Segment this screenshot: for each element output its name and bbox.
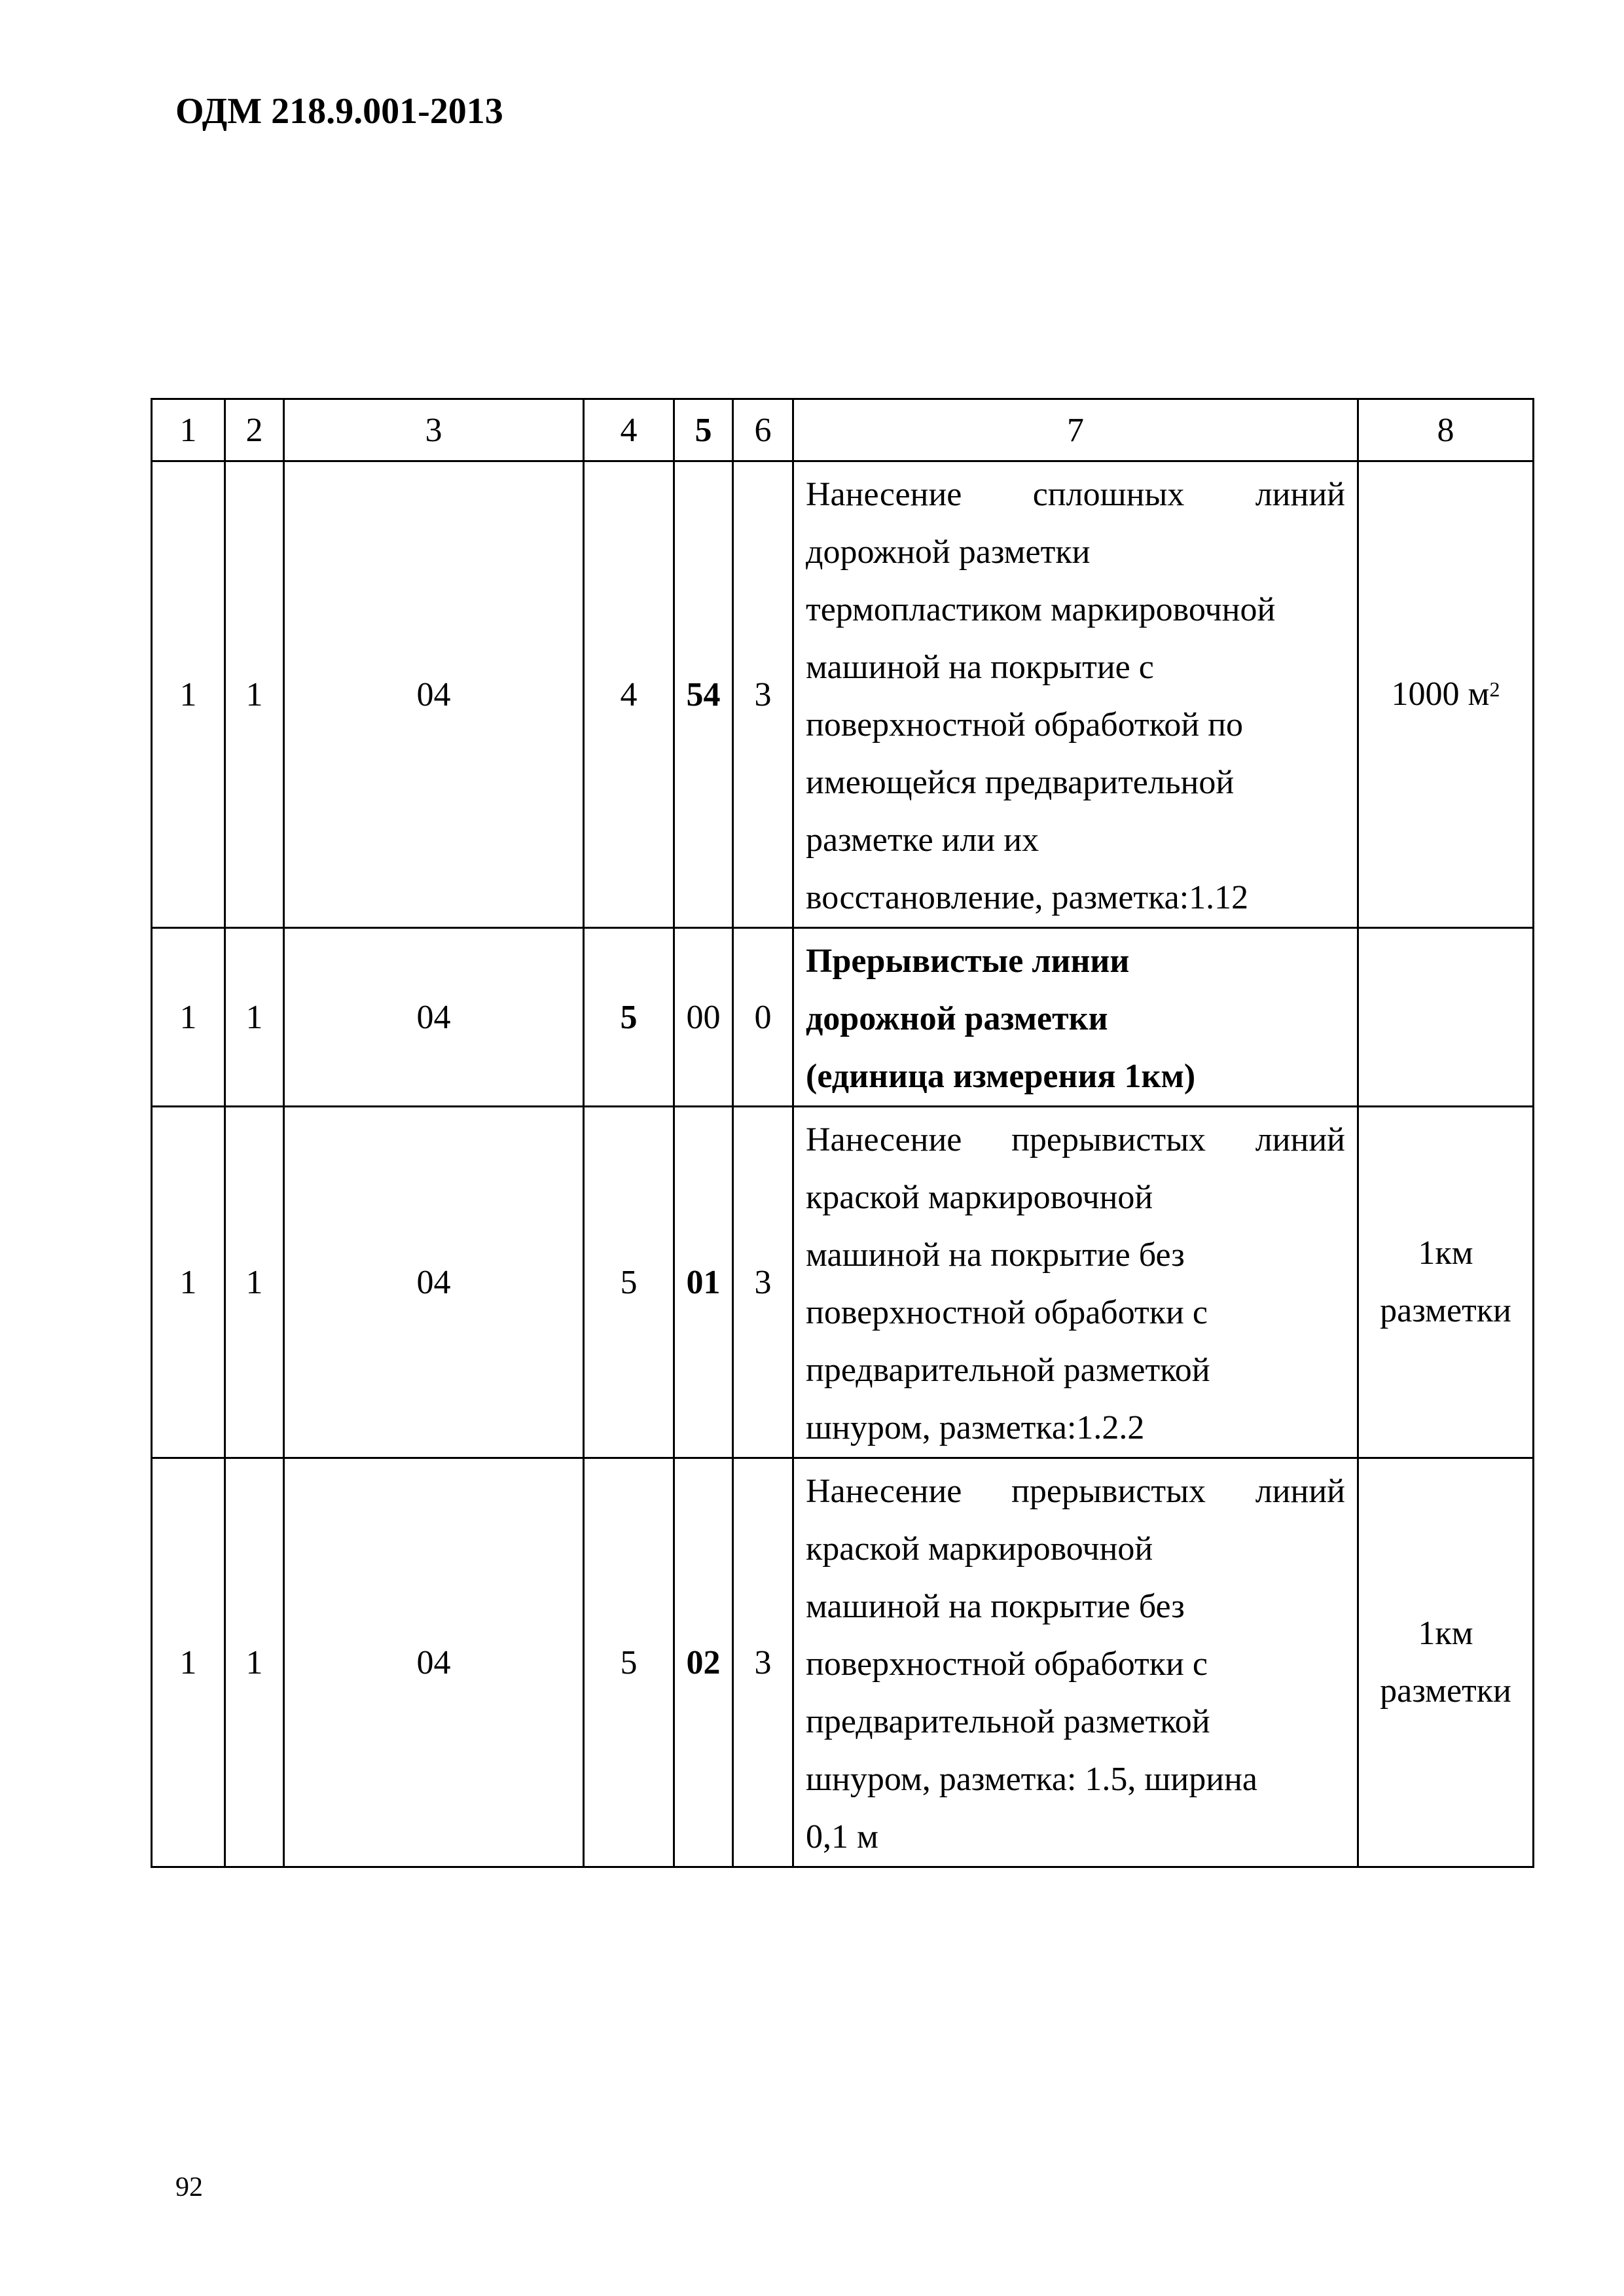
description-line: машиной на покрытие с: [806, 649, 1154, 686]
description-line: имеющейся предварительной: [806, 764, 1235, 801]
description-line: восстановление, разметка:1.12: [806, 879, 1249, 916]
description-line: шнуром, разметка:1.2.2: [806, 1409, 1145, 1446]
cell-c6: 0: [733, 928, 793, 1107]
cell-c4: 4: [584, 461, 674, 928]
cell-c3: 04: [284, 928, 584, 1107]
description-line: разметке или их: [806, 821, 1039, 859]
cell-c3: 04: [284, 1107, 584, 1458]
description-line: термопластиком маркировочной: [806, 591, 1276, 628]
table-row: [152, 928, 1534, 1107]
cell-description: [793, 928, 1358, 1107]
cell-c4: 5: [584, 928, 674, 1107]
column-header: 4: [584, 399, 674, 461]
description-line: (единица измерения 1км): [806, 1058, 1196, 1095]
cell-c6: 3: [733, 1107, 793, 1458]
description-line: машиной на покрытие без: [806, 1588, 1185, 1625]
description-line: Нанесение прерывистых линий: [806, 1121, 1345, 1158]
cell-unit: [1358, 461, 1534, 928]
cell-c1: 1: [152, 1107, 225, 1458]
cell-c2: 1: [225, 461, 284, 928]
cell-c6: 3: [733, 461, 793, 928]
cell-c1: 1: [152, 928, 225, 1107]
cell-c4: 5: [584, 1458, 674, 1867]
cell-description: [793, 461, 1358, 928]
column-header: 2: [225, 399, 284, 461]
unit-line: разметки: [1380, 1672, 1511, 1710]
cell-c2: 1: [225, 1107, 284, 1458]
unit-line: 1км: [1418, 1234, 1473, 1272]
cell-c2: 1: [225, 1458, 284, 1867]
cell-c4: 5: [584, 1107, 674, 1458]
cell-unit: [1358, 1107, 1534, 1458]
description-line: шнуром, разметка: 1.5, ширина: [806, 1761, 1257, 1798]
unit-line: 1км: [1418, 1615, 1473, 1652]
description-line: поверхностной обработкой по: [806, 706, 1244, 744]
description-line: краской маркировочной: [806, 1530, 1153, 1568]
column-header: 5: [674, 399, 733, 461]
page-number: 92: [175, 2172, 203, 2202]
column-header: 8: [1358, 399, 1534, 461]
cell-c5: 02: [674, 1458, 733, 1867]
cell-description: [793, 1107, 1358, 1458]
unit-superscript: 2: [1489, 677, 1500, 701]
description-line: предварительной разметкой: [806, 1703, 1210, 1740]
description-line: Нанесение прерывистых линий: [806, 1473, 1345, 1510]
cell-c3: 04: [284, 1458, 584, 1867]
column-header: 6: [733, 399, 793, 461]
document-code: ОДМ 218.9.001-2013: [175, 91, 503, 132]
table-header-row: [152, 399, 1534, 461]
description-line: 0,1 м: [806, 1818, 878, 1856]
cell-c6: 3: [733, 1458, 793, 1867]
description-line: поверхностной обработки с: [806, 1294, 1208, 1331]
description-line: машиной на покрытие без: [806, 1236, 1185, 1274]
cell-c1: 1: [152, 461, 225, 928]
description-line: дорожной разметки: [806, 1000, 1108, 1037]
cell-c5: 54: [674, 461, 733, 928]
cell-description: [793, 1458, 1358, 1867]
cell-c1: 1: [152, 1458, 225, 1867]
description-line: Прерывистые линии: [806, 942, 1130, 980]
unit-value: 1000 м: [1391, 675, 1490, 713]
cell-unit: [1358, 928, 1534, 1107]
cell-unit: [1358, 1458, 1534, 1867]
table-row: [152, 461, 1534, 928]
cell-c3: 04: [284, 461, 584, 928]
description-line: краской маркировочной: [806, 1179, 1153, 1216]
cell-c5: 00: [674, 928, 733, 1107]
description-line: поверхностной обработки с: [806, 1645, 1208, 1683]
cell-c5: 01: [674, 1107, 733, 1458]
column-header: 1: [152, 399, 225, 461]
column-header: 3: [284, 399, 584, 461]
codes-table: [151, 398, 1534, 1868]
description-line: Нанесение сплошных линий: [806, 476, 1345, 513]
table-row: [152, 1107, 1534, 1458]
column-header: 7: [793, 399, 1358, 461]
description-line: дорожной разметки: [806, 533, 1091, 571]
unit-line: разметки: [1380, 1292, 1511, 1329]
cell-c2: 1: [225, 928, 284, 1107]
table-row: [152, 1458, 1534, 1867]
description-line: предварительной разметкой: [806, 1352, 1210, 1389]
